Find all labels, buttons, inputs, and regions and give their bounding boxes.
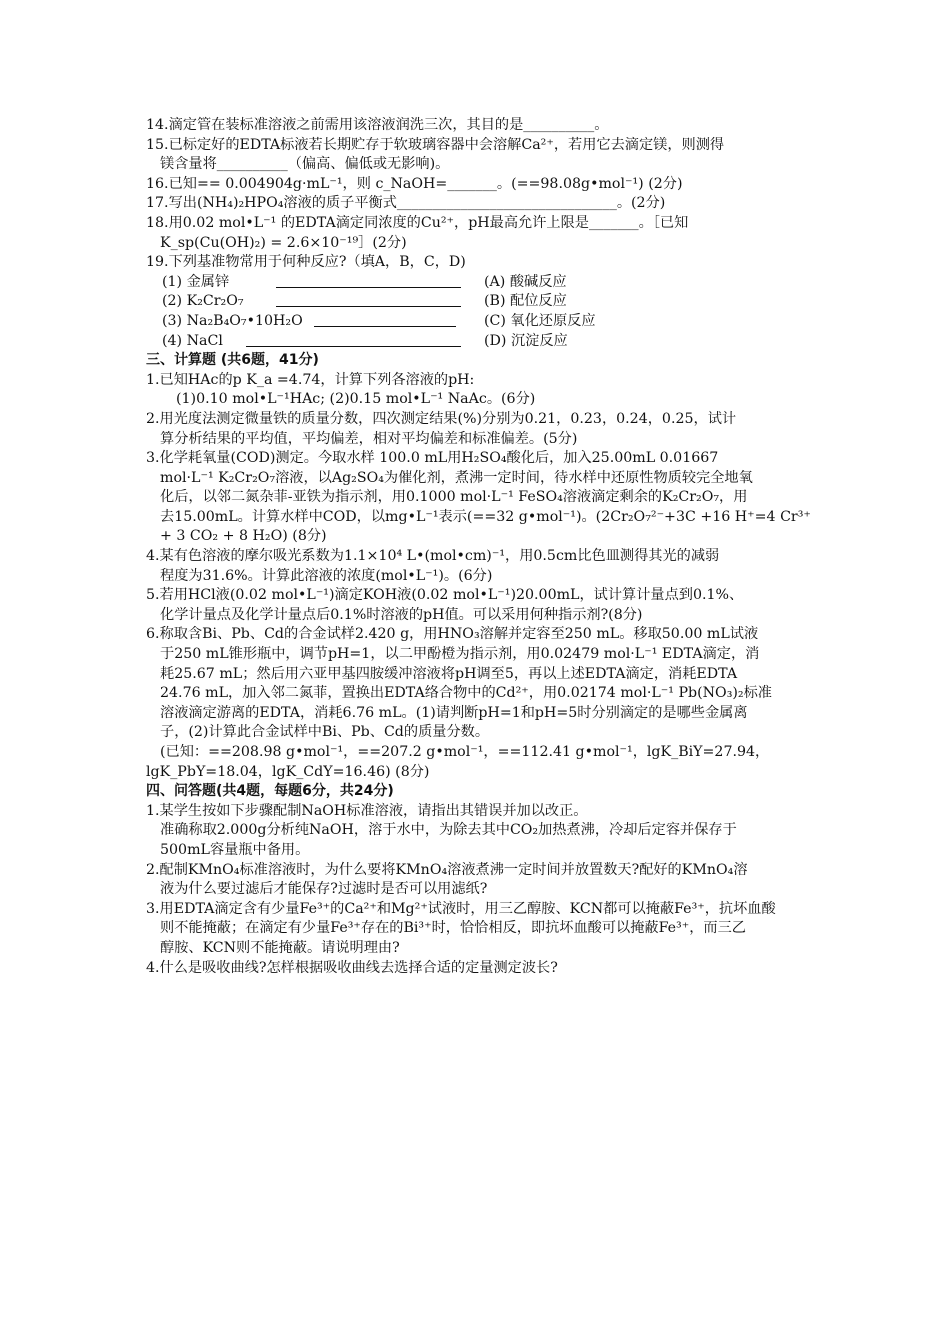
- q18-line-1: 18.用0.02 mol•L⁻¹ 的EDTA滴定同浓度的Cu²⁺，pH最高允许上限是_______。［已知: [146, 214, 689, 231]
- answer-blank: [246, 332, 461, 347]
- answer-blank: [276, 292, 461, 307]
- calc-q2-line-1: 2.用光度法测定微量铁的质量分数，四次测定结果(%)分别为0.21，0.23，0.24，0.25，试计: [146, 410, 737, 427]
- q17-line: 17.写出(NH₄)₂HPO₄溶液的质子平衡式_______________________________。(2分): [146, 195, 666, 212]
- q19-option-row: [146, 273, 796, 293]
- calc-q6-line-2: 于250 mL锥形瓶中，调节pH=1，以二甲酚橙为指示剂，用0.02479 mol·L⁻¹ EDTA滴定，消: [160, 646, 760, 663]
- calc-q6-line-6: 子，(2)计算此合金试样中Bi、Pb、Cd的质量分数。: [160, 724, 490, 741]
- q15-line-2: 镁含量将__________（偏高、偏低或无影响)。: [160, 156, 450, 173]
- calc-q5-line-2: 化学计量点及化学计量点后0.1%时溶液的pH值。可以采用何种指示剂?(8分): [160, 606, 643, 623]
- qa-q3-line-2: 则不能掩蔽；在滴定有少量Fe³⁺存在的Bi³⁺时，恰恰相反，即抗坏血酸可以掩蔽Fe³⁺，而三乙: [160, 920, 746, 937]
- calc-q6-line-1: 6.称取含Bi、Pb、Cd的合金试样2.420 g，用HNO₃溶解并定容至250 mL。移取50.00 mL试液: [146, 626, 759, 643]
- q19-substance: (1) 金属锌: [162, 273, 230, 290]
- calc-q2-line-2: 算分析结果的平均值，平均偏差，相对平均偏差和标准偏差。(5分): [160, 430, 578, 447]
- qa-q1-line-1: 1.某学生按如下步骤配制NaOH标准溶液，请指出其错误并加以改正。: [146, 802, 588, 819]
- qa-q2-line-2: 液为什么要过滤后才能保存?过滤时是否可以用滤纸?: [160, 881, 488, 898]
- q19-reaction: (C) 氧化还原反应: [484, 312, 596, 329]
- q15-line-1: 15.已标定好的EDTA标液若长期贮存于软玻璃容器中会溶解Ca²⁺，若用它去滴定镁，则测得: [146, 136, 725, 153]
- qa-q2-line-1: 2.配制KMnO₄标准溶液时，为什么要将KMnO₄溶液煮沸一定时间并放置数天?配好的KMnO₄溶: [146, 861, 748, 878]
- calc-q6-line-8: lgK_PbY=18.04，lgK_CdY=16.46) (8分): [146, 763, 430, 780]
- calc-q6-line-7: (已知：==208.98 g•mol⁻¹，==207.2 g•mol⁻¹，==112.41 g•mol⁻¹，lgK_BiY=27.94，: [160, 744, 770, 760]
- q19-substance: (4) NaCl: [162, 332, 223, 349]
- q19-reaction: (D) 沉淀反应: [484, 332, 568, 349]
- qa-q3-line-1: 3.用EDTA滴定含有少量Fe³⁺的Ca²⁺和Mg²⁺试液时，用三乙醇胺、KCN都可以掩蔽Fe³⁺，抗坏血酸: [146, 900, 776, 917]
- q19-option-row: [146, 332, 796, 352]
- calc-q5-line-1: 5.若用HCl液(0.02 mol•L⁻¹)滴定KOH液(0.02 mol•L⁻¹)20.00mL，试计算计量点到0.1%、: [146, 587, 744, 604]
- q19-option-row: [146, 312, 796, 332]
- calc-q3-line-1: 3.化学耗氧量(COD)测定。今取水样 100.0 mL用H₂SO₄酸化后，加入25.00mL 0.01667: [146, 450, 719, 467]
- q19-substance: (3) Na₂B₄O₇•10H₂O: [162, 312, 303, 329]
- q16-line: 16.已知== 0.004904g·mL⁻¹，则 c_NaOH=_______。(==98.08g•mol⁻¹) (2分): [146, 175, 683, 192]
- calc-q6-line-5: 溶液滴定游离的EDTA，消耗6.76 mL。(1)请判断pH=1和pH=5时分别滴定的是哪些金属离: [160, 704, 748, 721]
- q14-line: 14.滴定管在装标准溶液之前需用该溶液润洗三次，其目的是__________。: [146, 117, 609, 133]
- calc-q4-line-2: 程度为31.6%。计算此溶液的浓度(mol•L⁻¹)。(6分): [160, 567, 493, 584]
- q19-substance: (2) K₂Cr₂O₇: [162, 293, 244, 310]
- section-3-heading: 三、计算题 (共6题，41分): [146, 352, 319, 369]
- q19-line: 19.下列基准物常用于何种反应?（填A，B，C，D): [146, 254, 466, 271]
- qa-q1-line-3: 500mL容量瓶中备用。: [160, 841, 310, 858]
- q19-reaction: (A) 酸碱反应: [484, 273, 567, 290]
- qa-q4-line: 4.什么是吸收曲线?怎样根据吸收曲线去选择合适的定量测定波长?: [146, 959, 558, 976]
- qa-q1-line-2: 准确称取2.000g分析纯NaOH，溶于水中，为除去其中CO₂加热煮沸，冷却后定容并保存于: [160, 822, 737, 839]
- calc-q1-line-2: (1)0.10 mol•L⁻¹HAc; (2)0.15 mol•L⁻¹ NaAc。(6分): [176, 391, 536, 408]
- calc-q3-line-2: mol·L⁻¹ K₂Cr₂O₇溶液，以Ag₂SO₄为催化剂，煮沸一定时间，待水样中还原性物质较完全地氧: [160, 469, 753, 486]
- q19-option-row: [146, 292, 796, 312]
- calc-q4-line-1: 4.某有色溶液的摩尔吸光系数为1.1×10⁴ L•(mol•cm)⁻¹，用0.5cm比色皿测得其光的减弱: [146, 548, 720, 565]
- calc-q3-line-5: + 3 CO₂ + 8 H₂O) (8分): [160, 528, 327, 545]
- calc-q3-line-3: 化后，以邻二氮杂菲-亚铁为指示剂，用0.1000 mol·L⁻¹ FeSO₄溶液滴定剩余的K₂Cr₂O₇，用: [160, 489, 748, 506]
- q19-reaction: (B) 配位反应: [484, 293, 567, 310]
- answer-blank: [314, 312, 456, 327]
- exam-page: [146, 116, 811, 978]
- calc-q6-line-4: 24.76 mL，加入邻二氮菲，置换出EDTA络合物中的Cd²⁺，用0.02174 mol·L⁻¹ Pb(NO₃)₂标准: [160, 685, 772, 702]
- calc-q6-line-3: 耗25.67 mL；然后用六亚甲基四胺缓冲溶液将pH调至5，再以上述EDTA滴定，消耗EDTA: [160, 665, 738, 682]
- qa-q3-line-3: 醇胺、KCN则不能掩蔽。请说明理由?: [160, 939, 400, 956]
- calc-q1-line-1: 1.已知HAc的p K_a =4.74，计算下列各溶液的pH:: [146, 371, 475, 388]
- q18-line-2: K_sp(Cu(OH)₂) = 2.6×10⁻¹⁹］(2分): [160, 234, 407, 251]
- answer-blank: [276, 273, 461, 288]
- section-4-heading: 四、问答题(共4题，每题6分，共24分): [146, 783, 394, 800]
- calc-q3-line-4: 去15.00mL。计算水样中COD，以mg•L⁻¹表示(==32 g•mol⁻¹)。(2Cr₂O₇²⁻+3C +16 H⁺=4 Cr³⁺: [160, 508, 811, 525]
